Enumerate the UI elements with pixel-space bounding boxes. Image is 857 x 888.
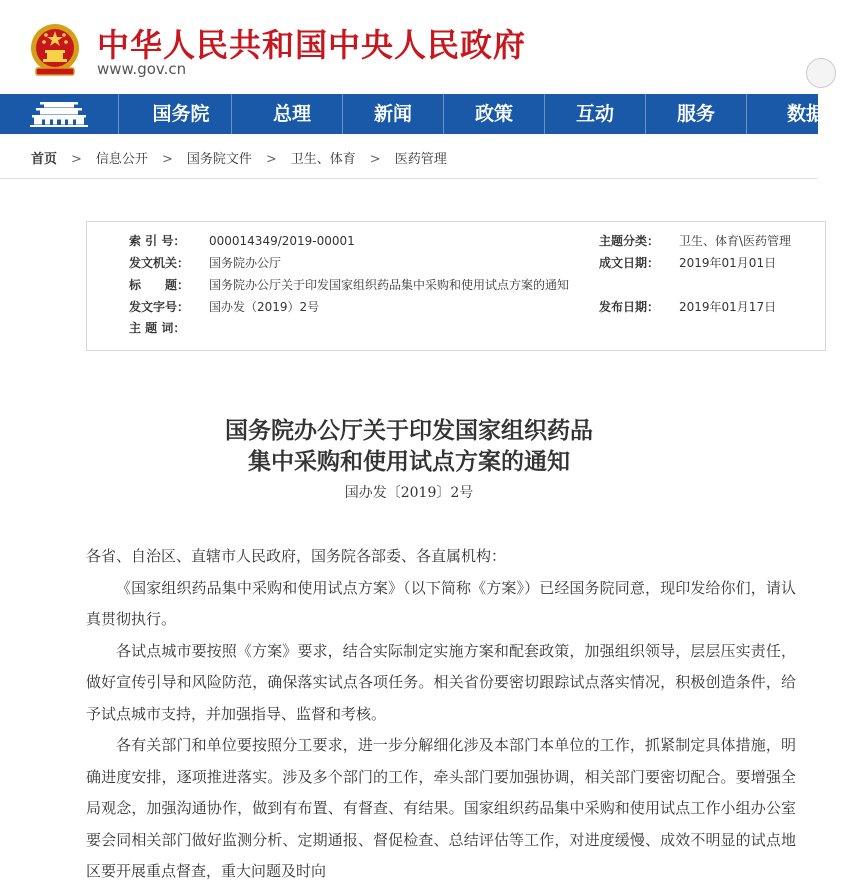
meta-row-keywords [87, 318, 827, 338]
meta-row-title [87, 275, 827, 295]
article-title-line-1: 国务院办公厅关于印发国家组织药品 [225, 417, 593, 444]
meta-row-doc-number [87, 297, 827, 317]
breadcrumb [31, 148, 447, 167]
nav-item-news[interactable]: 新闻 [343, 94, 444, 134]
doc-number-label: 发文字号： [129, 300, 190, 314]
publish-date-value: 2019年01月17日 [679, 300, 777, 314]
nav-item-services[interactable]: 服务 [646, 94, 747, 134]
nav-logo[interactable] [0, 94, 119, 134]
breadcrumb-separator: > [265, 152, 277, 167]
nav-item-data[interactable]: 数据 [756, 94, 857, 134]
breadcrumb-info-disclosure[interactable]: 信息公开 [95, 152, 148, 167]
breadcrumb-health-sports[interactable]: 卫生、体育 [290, 152, 356, 167]
nav-item-state-council[interactable]: 国务院 [131, 94, 232, 134]
search-button[interactable] [806, 58, 836, 88]
publish-date-label: 发布日期： [599, 300, 660, 314]
nav-item-premier[interactable]: 总理 [242, 94, 343, 134]
site-header [0, 0, 818, 94]
index-label: 索 引 号： [129, 234, 186, 248]
breadcrumb-home[interactable]: 首页 [31, 152, 58, 167]
nav-item-policy[interactable]: 政策 [444, 94, 545, 134]
date-written-value: 2019年01月01日 [679, 256, 777, 270]
topic-value: 卫生、体育\医药管理 [679, 234, 792, 248]
national-emblem-icon[interactable] [30, 22, 80, 76]
article-body [86, 541, 796, 888]
meta-row-issuer [87, 253, 827, 273]
breadcrumb-divider [0, 178, 818, 179]
breadcrumb-separator: > [71, 152, 82, 167]
article-paragraph: 《国家组织药品集中采购和使用试点方案》（以下简称《方案》）已经国务院同意，现印发给你们，请认真贯彻执行。 [86, 578, 796, 628]
date-written-label: 成文日期： [599, 256, 660, 270]
article-paragraph: 各试点城市要按照《方案》要求，结合实际制定实施方案和配套政策，加强组织领导，层层压实责任，做好宣传引导和风险防范，确保落实试点各项任务。相关省份要密切跟踪试点落实情况，积极创造条件，给予试点城市支持，并加强指导、监督和考核。 [86, 641, 796, 723]
issuer-label: 发文机关： [129, 256, 190, 270]
index-value: 000014349/2019-00001 [209, 234, 355, 248]
title-label: 标 题： [129, 278, 190, 292]
title-value: 国务院办公厅关于印发国家组织药品集中采购和使用试点方案的通知 [209, 278, 570, 292]
topic-label: 主题分类： [599, 234, 660, 248]
breadcrumb-separator: > [369, 152, 381, 167]
document-metadata-box [86, 221, 826, 351]
tiananmen-icon [0, 94, 118, 134]
nav-item-interaction[interactable]: 互动 [545, 94, 646, 134]
breadcrumb-separator: > [161, 152, 173, 167]
issuer-value: 国务院办公厅 [209, 256, 282, 270]
keywords-label: 主 题 词： [129, 321, 186, 335]
breadcrumb-state-council-docs[interactable]: 国务院文件 [186, 152, 252, 167]
article-title-line-2: 集中采购和使用试点方案的通知 [248, 448, 570, 475]
meta-row-index [87, 231, 827, 251]
breadcrumb-drug-management[interactable]: 医药管理 [394, 152, 447, 167]
site-url[interactable]: www.gov.cn [97, 60, 187, 78]
article-paragraph: 各有关部门和单位要按照分工要求，进一步分解细化涉及本部门本单位的工作，抓紧制定具体措施，明确进度安排，逐项推进落实。涉及多个部门的工作，牵头部门要加强协调，相关部门要密切配合。要增强全局观念，加强沟通协作，做到有布置、有督查、有结果。国家组织药品集中采购和使用试点工作小组办公室要会同相关部门做好监测分析、定期通报、督促检查、总结评估等工作，对进度缓慢、成效不明显的试点地区要开展重点督查，重大问题及时向 [86, 736, 796, 880]
doc-number-value: 国办发（2019）2号 [209, 300, 320, 314]
article-salutation: 各省、自治区、直辖市人民政府，国务院各部委、各直属机构： [86, 547, 507, 565]
article-doc-number: 国办发〔2019〕2号 [344, 485, 474, 501]
site-title[interactable]: 中华人民共和国中央人民政府 [97, 26, 527, 64]
main-nav [0, 94, 825, 134]
